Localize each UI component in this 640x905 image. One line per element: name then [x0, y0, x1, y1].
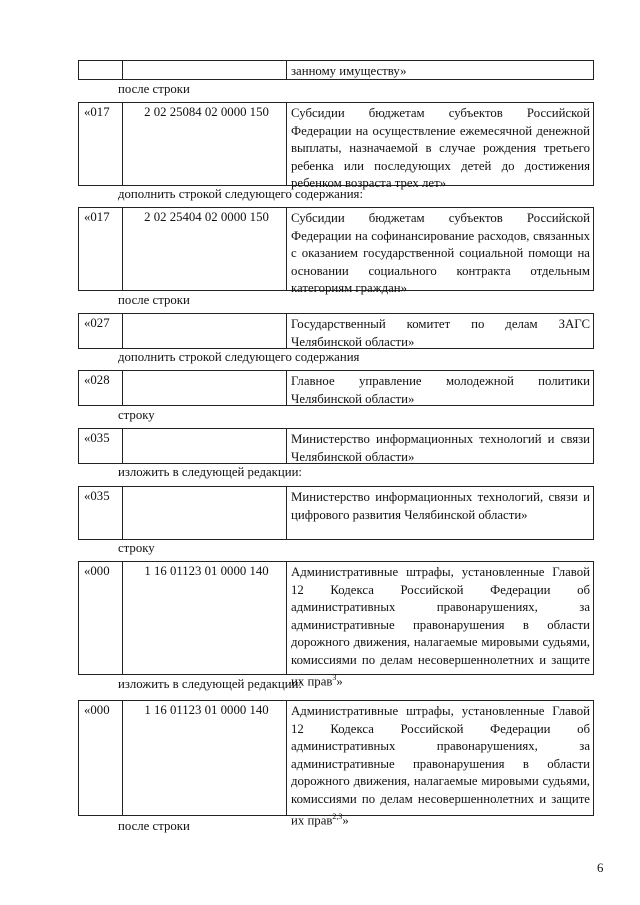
- table-row: [78, 370, 594, 406]
- instruction-text: дополнить строкой следующего содержания: [118, 350, 360, 364]
- footnote-ref: 3: [332, 673, 337, 682]
- name-cell: [287, 562, 593, 689]
- name-cell: Министерство информационных технологий, связи и цифрового развития Челябинской области»: [291, 490, 590, 522]
- name-cell: Государственный комитет по делам ЗАГС Челябинской области»: [291, 317, 590, 349]
- kbk-cell: [123, 371, 287, 405]
- code-cell: «000: [79, 562, 123, 674]
- closing-quote: »: [336, 674, 343, 689]
- code-cell: «028: [79, 371, 123, 405]
- code-cell: «027: [79, 314, 123, 348]
- name-cell: Министерство информационных технологий и связи Челябинской области»: [291, 432, 590, 464]
- code-cell: «017: [79, 208, 123, 290]
- name-cell: [287, 701, 593, 828]
- name-cell: занному имуществу»: [291, 64, 407, 78]
- code-cell: «035: [79, 429, 123, 463]
- table-row: [78, 60, 594, 80]
- instruction-text: после строки: [118, 82, 190, 96]
- name-text: Административные штрафы, установленные Главой 12 Кодекса Российской Федерации об административных правонарушениях, за административные правонарушения в области дорожного движения, налагаемые мировыми судьями, комиссиями по делам несовершеннолетних и защите их прав: [291, 704, 590, 828]
- closing-quote: »: [342, 813, 349, 828]
- kbk-cell: [123, 429, 287, 463]
- name-cell: Главное управление молодежной политики Челябинской области»: [291, 374, 590, 406]
- instruction-text: строку: [118, 408, 155, 422]
- table-row: [78, 428, 594, 464]
- table-row: [78, 486, 594, 540]
- instruction-text: после строки: [118, 819, 190, 833]
- table-row: [78, 313, 594, 349]
- page-number: 6: [597, 861, 604, 875]
- table-row: [78, 102, 594, 190]
- name-cell: Субсидии бюджетам субъектов Российской Федерации на софинансирование расходов, связанных с оказанием государственной социальной помощи на основании социального контракта отдельным категориям граждан»: [291, 211, 590, 295]
- name-text: Административные штрафы, установленные Главой 12 Кодекса Российской Федерации об административных правонарушениях, за административные правонарушения в области дорожного движения, налагаемые мировыми судьями, комиссиями по делам несовершеннолетних и защите их прав: [291, 565, 590, 689]
- kbk-cell: 2 02 25404 02 0000 150: [123, 208, 287, 290]
- kbk-cell: 2 02 25084 02 0000 150: [123, 103, 287, 185]
- instruction-text: изложить в следующей редакции:: [118, 677, 302, 691]
- footnote-ref: 2,3: [332, 812, 343, 821]
- instruction-text: строку: [118, 541, 155, 555]
- instruction-text: изложить в следующей редакции:: [118, 465, 302, 479]
- kbk-cell: [123, 61, 287, 79]
- code-cell: «017: [79, 103, 123, 185]
- code-cell: «035: [79, 487, 123, 539]
- table-row: [78, 207, 594, 295]
- kbk-cell: 1 16 01123 01 0000 140: [123, 562, 287, 674]
- kbk-cell: [123, 487, 287, 539]
- kbk-cell: 1 16 01123 01 0000 140: [123, 701, 287, 815]
- kbk-cell: [123, 314, 287, 348]
- instruction-text: после строки: [118, 293, 190, 307]
- instruction-text: дополнить строкой следующего содержания:: [118, 187, 364, 201]
- code-cell: «000: [79, 701, 123, 815]
- code-cell: [79, 61, 123, 79]
- name-cell: Субсидии бюджетам субъектов Российской Федерации на осуществление ежемесячной денежной выплаты, назначаемой в случае рождения третьего ребенка или последующих детей до достижения ребенком возраста трех лет»: [291, 106, 590, 190]
